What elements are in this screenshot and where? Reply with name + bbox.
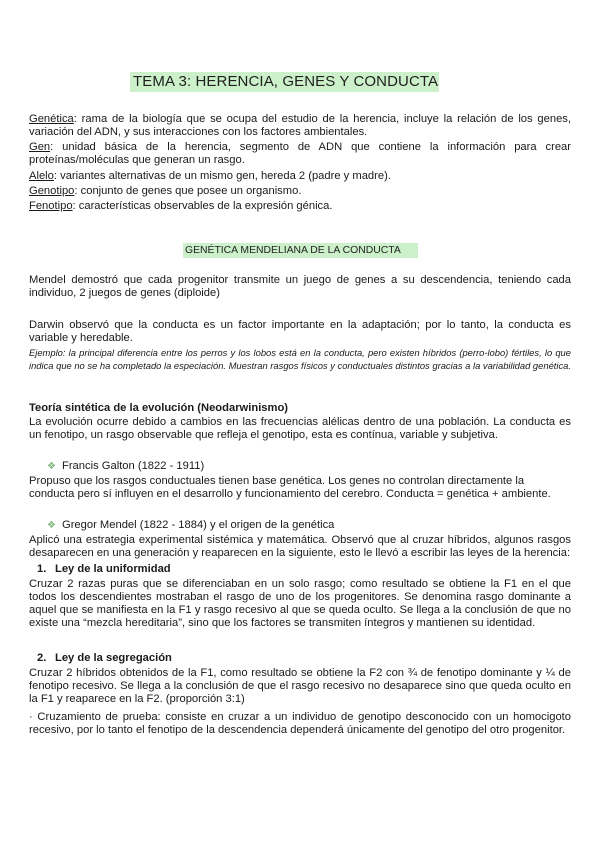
paragraph-darwin: Darwin observó que la conducta es un factor importante en la adaptación; por lo tanto, la conducta es variable y heredable.	[29, 319, 571, 344]
term-genotipo: Genotipo	[29, 185, 75, 197]
list-number: 2.	[37, 652, 47, 664]
law1-text: Cruzar 2 razas puras que se diferenciaban en un solo rasgo; como resultado se obtiene la F1 en el que todos los descendientes mostraban el rasgo de uno de los progenitores. Se denomina rasgo dominante a aquel que se manifiesta en la F1 y rasgo recesivo al que se queda oculto. Se llega a la conclusión de que no existe una “mezcla hereditaria”, sino que los factores se transmiten íntegros y mantienen su identidad.	[29, 578, 571, 629]
law1-heading	[37, 563, 171, 576]
paragraph-mendel: Mendel demostró que cada progenitor transmite un juego de genes a su descendencia, teniendo cada individuo, 2 juegos de genes (diploide)	[29, 274, 571, 299]
test-cross-text: · Cruzamiento de prueba: consiste en cruzar a un individuo de genotipo desconocido con un homocigoto recesivo, por lo tanto el fenotipo de la descendencia dependerá únicamente del genotipo del otro progenitor.	[29, 711, 571, 736]
definition-text: : conjunto de genes que posee un organismo.	[74, 185, 302, 197]
bullet-galton	[47, 460, 204, 473]
bullet-label: Gregor Mendel (1822 - 1884) y el origen de la genética	[62, 519, 335, 531]
bullet-label: Francis Galton (1822 - 1911)	[62, 460, 205, 472]
definition-genotipo	[29, 185, 571, 198]
galton-text: Propuso que los rasgos conductuales tienen base genética. Los genes no controlan directamente la conducta pero sí influyen en el desarrollo y funcionamiento del cerebro. Conducta = genética + ambiente.	[29, 475, 551, 500]
term-gen: Gen	[29, 141, 51, 153]
bullet-mendel	[47, 519, 334, 532]
definition-text: : características observables de la expresión génica.	[72, 200, 333, 212]
term-genetica: Genética	[29, 113, 74, 125]
definition-genetica	[29, 113, 571, 139]
law2-text: Cruzar 2 híbridos obtenidos de la F1, como resultado se obtiene la F2 con ¾ de fenotipo dominante y ¼ de fenotipo recesivo. Se llega a la conclusión de que el rasgo recesivo no desaparece sino que queda oculto en la F1 y reaparece en la F2. (proporción 3:1)	[29, 667, 571, 705]
law2-heading	[37, 652, 172, 665]
law2-title: Ley de la segregación	[55, 652, 172, 664]
mendel-text: Aplicó una estrategia experimental sistémica y matemática. Observó que al cruzar híbridos, algunos rasgos desaparecen en una generación y reaparecen en la siguiente, esto le llevó a escribir las leyes de la herencia:	[29, 534, 571, 559]
diamond-bullet-icon: ❖	[47, 461, 56, 472]
term-fenotipo: Fenotipo	[29, 200, 73, 212]
page-title: TEMA 3: HERENCIA, GENES Y CONDUCTA	[130, 72, 439, 92]
theory-text: La evolución ocurre debido a cambios en las frecuencias alélicas dentro de una población. La conducta es un fenotipo, un rasgo observable que refleja el genotipo, esta es contínua, variable y subjetiva.	[29, 416, 571, 441]
example-text: Ejemplo: la principal diferencia entre los perros y los lobos está en la conducta, pero existen híbridos (perro-lobo) fértiles, lo que indica que no se ha completado la especiación. Muestran rasgos físicos y conductuales distintos gracias a la variabilidad genética.	[29, 347, 571, 371]
term-alelo: Alelo	[29, 170, 54, 182]
definition-fenotipo	[29, 200, 571, 213]
theory-heading: Teoría sintética de la evolución (Neodarwinismo)	[29, 402, 289, 414]
law1-title: Ley de la uniformidad	[55, 563, 171, 575]
definition-alelo	[29, 170, 571, 183]
diamond-bullet-icon: ❖	[47, 520, 56, 531]
list-number: 1.	[37, 563, 47, 575]
definition-gen	[29, 141, 571, 167]
definition-text: : variantes alternativas de un mismo gen, hereda 2 (padre y madre).	[53, 170, 391, 182]
definition-text: : unidad básica de la herencia, segmento de ADN que contiene la información para crear proteínas/moléculas que generan un rasgo.	[29, 141, 571, 166]
section-title: GENÉTICA MENDELIANA DE LA CONDUCTA	[183, 243, 418, 258]
definition-text: : rama de la biología que se ocupa del estudio de la herencia, incluye la relación de los genes, variación del ADN, y sus interacciones con los factores ambientales.	[29, 113, 571, 138]
